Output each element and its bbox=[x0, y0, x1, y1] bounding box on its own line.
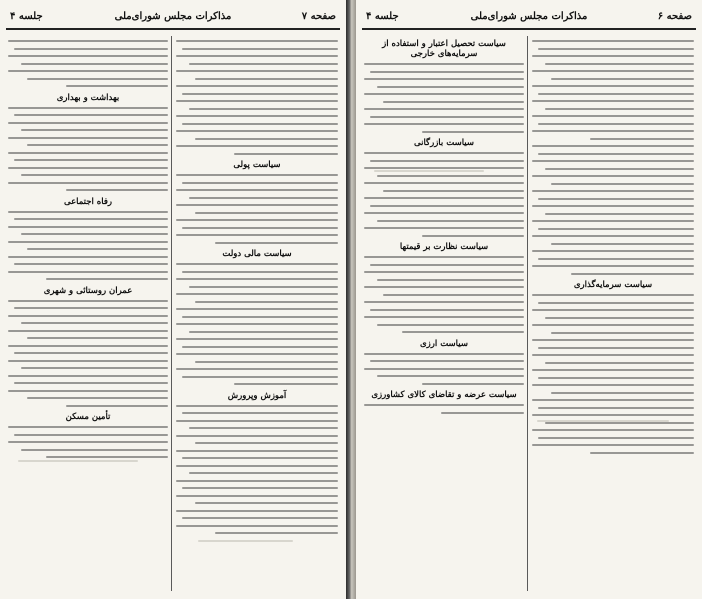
text-line bbox=[538, 228, 694, 230]
text-line bbox=[176, 234, 338, 236]
text-line bbox=[14, 159, 168, 161]
text-line bbox=[590, 452, 694, 454]
text-line bbox=[14, 263, 168, 265]
text-line bbox=[176, 420, 338, 422]
text-line bbox=[538, 407, 694, 409]
text-line bbox=[21, 367, 168, 369]
text-line bbox=[8, 256, 168, 258]
text-line bbox=[176, 450, 338, 452]
right-col-b-heading-4: سیاست ارزی bbox=[420, 338, 468, 349]
text-line bbox=[176, 100, 338, 102]
left-col-a-section-2 bbox=[176, 160, 338, 244]
text-line bbox=[532, 399, 694, 401]
text-line bbox=[176, 525, 338, 527]
text-line bbox=[14, 352, 168, 354]
text-line bbox=[182, 412, 338, 414]
left-page-left-column bbox=[8, 36, 168, 591]
text-line bbox=[176, 308, 338, 310]
text-line bbox=[176, 510, 338, 512]
text-line bbox=[27, 397, 168, 399]
text-line bbox=[370, 116, 524, 118]
text-line bbox=[532, 160, 694, 162]
text-line bbox=[176, 353, 338, 355]
text-line bbox=[8, 55, 168, 57]
text-line bbox=[532, 250, 694, 252]
text-line bbox=[195, 212, 338, 214]
text-line bbox=[383, 101, 524, 103]
text-line bbox=[551, 78, 694, 80]
right-col-b-heading-1: سیاست تحصیل اعتبار و استفاده از سرمایه‌های خارجی bbox=[382, 39, 506, 59]
underline-mark bbox=[537, 420, 669, 422]
text-line bbox=[195, 502, 338, 504]
text-line bbox=[532, 145, 694, 147]
text-line bbox=[182, 93, 338, 95]
text-line bbox=[176, 263, 338, 265]
text-line bbox=[377, 375, 524, 377]
text-line bbox=[8, 152, 168, 154]
right-col-b-section-4 bbox=[364, 339, 524, 385]
text-line bbox=[8, 211, 168, 213]
text-line bbox=[8, 441, 168, 443]
text-line bbox=[8, 167, 168, 169]
text-line bbox=[545, 108, 694, 110]
left-col-b-section-5 bbox=[8, 412, 168, 458]
text-line bbox=[545, 63, 694, 65]
text-line bbox=[571, 273, 694, 275]
text-line bbox=[532, 354, 694, 356]
text-line bbox=[538, 198, 694, 200]
text-line bbox=[364, 404, 524, 406]
text-line bbox=[176, 70, 338, 72]
text-line bbox=[422, 383, 524, 385]
text-line bbox=[545, 213, 694, 215]
left-page-title: مذاکرات مجلس شورای‌ملی bbox=[114, 11, 232, 22]
right-col-a-section-1 bbox=[532, 40, 694, 140]
text-line bbox=[176, 323, 338, 325]
text-line bbox=[176, 145, 338, 147]
left-page bbox=[0, 0, 346, 599]
text-line bbox=[21, 174, 168, 176]
text-line bbox=[176, 435, 338, 437]
text-line bbox=[364, 316, 524, 318]
text-line bbox=[21, 63, 168, 65]
left-page-session: جلسه ۴ bbox=[10, 11, 43, 22]
text-line bbox=[377, 220, 524, 222]
right-page-left-column bbox=[364, 36, 524, 591]
text-line bbox=[8, 300, 168, 302]
text-line bbox=[195, 361, 338, 363]
text-line bbox=[182, 182, 338, 184]
text-line bbox=[538, 153, 694, 155]
text-line bbox=[66, 405, 168, 407]
text-line bbox=[538, 48, 694, 50]
text-line bbox=[176, 465, 338, 467]
text-line bbox=[551, 332, 694, 334]
text-line bbox=[532, 40, 694, 42]
text-line bbox=[176, 278, 338, 280]
text-line bbox=[364, 353, 524, 355]
text-line bbox=[176, 85, 338, 87]
text-line bbox=[538, 437, 694, 439]
left-col-a-section-3 bbox=[176, 249, 338, 385]
text-line bbox=[8, 375, 168, 377]
text-line bbox=[364, 227, 524, 229]
text-line bbox=[21, 129, 168, 131]
text-line bbox=[176, 204, 338, 206]
text-line bbox=[551, 392, 694, 394]
left-col-a-section-1 bbox=[176, 40, 338, 155]
text-line bbox=[21, 449, 168, 451]
text-line bbox=[234, 383, 338, 385]
left-col-a-heading-3: سیاست مالی دولت bbox=[222, 249, 292, 259]
text-line bbox=[377, 86, 524, 88]
text-line bbox=[8, 40, 168, 42]
text-line bbox=[441, 412, 524, 414]
text-line bbox=[538, 123, 694, 125]
text-line bbox=[364, 63, 524, 65]
text-line bbox=[8, 315, 168, 317]
right-page-title: مذاکرات مجلس شورای‌ملی bbox=[470, 11, 588, 22]
text-line bbox=[176, 115, 338, 117]
text-line bbox=[8, 226, 168, 228]
text-line bbox=[538, 302, 694, 304]
text-line bbox=[176, 405, 338, 407]
text-line bbox=[364, 301, 524, 303]
text-line bbox=[215, 242, 338, 244]
left-col-b-section-2 bbox=[8, 93, 168, 192]
text-line bbox=[590, 138, 694, 140]
text-line bbox=[532, 85, 694, 87]
text-line bbox=[176, 189, 338, 191]
text-line bbox=[383, 294, 524, 296]
text-line bbox=[189, 63, 338, 65]
text-line bbox=[364, 108, 524, 110]
text-line bbox=[8, 241, 168, 243]
text-line bbox=[189, 108, 338, 110]
text-line bbox=[532, 444, 694, 446]
text-line bbox=[195, 138, 338, 140]
text-line bbox=[21, 322, 168, 324]
text-line bbox=[364, 93, 524, 95]
text-line bbox=[364, 212, 524, 214]
right-col-b-section-2 bbox=[364, 138, 524, 237]
text-line bbox=[189, 286, 338, 288]
text-line bbox=[532, 384, 694, 386]
text-line bbox=[21, 233, 168, 235]
page-gutter bbox=[346, 0, 356, 599]
text-line bbox=[370, 360, 524, 362]
text-line bbox=[8, 426, 168, 428]
right-col-b-heading-5: سیاست عرضه و تقاضای کالای کشاورزی bbox=[371, 390, 517, 400]
text-line bbox=[402, 331, 524, 333]
text-line bbox=[383, 190, 524, 192]
text-line bbox=[8, 122, 168, 124]
text-line bbox=[370, 205, 524, 207]
text-line bbox=[377, 175, 524, 177]
text-line bbox=[14, 48, 168, 50]
text-line bbox=[8, 345, 168, 347]
text-line bbox=[8, 271, 168, 273]
text-line bbox=[364, 197, 524, 199]
text-line bbox=[182, 517, 338, 519]
text-line bbox=[370, 160, 524, 162]
text-line bbox=[8, 390, 168, 392]
text-line bbox=[182, 48, 338, 50]
text-line bbox=[364, 286, 524, 288]
text-line bbox=[545, 362, 694, 364]
text-line bbox=[66, 85, 168, 87]
text-line bbox=[8, 330, 168, 332]
text-line bbox=[176, 338, 338, 340]
right-col-a-heading-3: سیاست سرمایه‌گذاری bbox=[573, 280, 653, 290]
left-col-b-heading-3: رفاه اجتماعی bbox=[63, 196, 112, 207]
text-line bbox=[422, 131, 524, 133]
text-line bbox=[370, 71, 524, 73]
left-col-a-heading-2: سیاست پولی bbox=[233, 160, 281, 170]
text-line bbox=[364, 123, 524, 125]
left-col-b-heading-2: بهداشت و بهداری bbox=[56, 92, 120, 103]
text-line bbox=[27, 144, 168, 146]
text-line bbox=[176, 174, 338, 176]
text-line bbox=[195, 78, 338, 80]
text-line bbox=[14, 114, 168, 116]
right-col-b-heading-3: سیاست نظارت بر قیمتها bbox=[399, 242, 489, 252]
left-col-b-section-4 bbox=[8, 286, 168, 407]
left-col-b-section-1 bbox=[8, 40, 168, 87]
right-page-number: صفحه ۶ bbox=[657, 11, 692, 22]
text-line bbox=[176, 293, 338, 295]
text-line bbox=[532, 175, 694, 177]
right-col-b-section-1 bbox=[364, 39, 524, 133]
left-page-right-column bbox=[176, 36, 338, 591]
text-line bbox=[195, 442, 338, 444]
text-line bbox=[8, 137, 168, 139]
text-line bbox=[532, 414, 694, 416]
text-line bbox=[182, 271, 338, 273]
text-line bbox=[189, 197, 338, 199]
text-line bbox=[532, 324, 694, 326]
text-line bbox=[8, 70, 168, 72]
text-line bbox=[422, 235, 524, 237]
text-line bbox=[364, 78, 524, 80]
right-page-column-rule bbox=[527, 36, 528, 591]
right-col-b-section-5 bbox=[364, 390, 524, 414]
text-line bbox=[532, 205, 694, 207]
text-line bbox=[538, 377, 694, 379]
text-line bbox=[46, 456, 168, 458]
right-page-session: جلسه ۴ bbox=[366, 11, 399, 22]
right-col-a-section-2 bbox=[532, 145, 694, 275]
text-line bbox=[27, 248, 168, 250]
right-page bbox=[356, 0, 702, 599]
right-col-b-section-3 bbox=[364, 242, 524, 333]
text-line bbox=[182, 346, 338, 348]
text-line bbox=[176, 219, 338, 221]
text-line bbox=[195, 301, 338, 303]
text-line bbox=[532, 309, 694, 311]
text-line bbox=[27, 78, 168, 80]
text-line bbox=[545, 317, 694, 319]
text-line bbox=[176, 40, 338, 42]
text-line bbox=[364, 256, 524, 258]
text-line bbox=[46, 278, 168, 280]
text-line bbox=[182, 316, 338, 318]
text-line bbox=[538, 347, 694, 349]
right-col-a-section-3 bbox=[532, 280, 694, 454]
text-line bbox=[215, 532, 338, 534]
text-line bbox=[370, 264, 524, 266]
underline-mark bbox=[374, 170, 484, 172]
text-line bbox=[176, 495, 338, 497]
text-line bbox=[14, 307, 168, 309]
left-col-b-heading-5: تأمین مسکن bbox=[65, 412, 111, 422]
text-line bbox=[182, 487, 338, 489]
text-line bbox=[364, 271, 524, 273]
text-line bbox=[364, 152, 524, 154]
text-line bbox=[551, 183, 694, 185]
text-line bbox=[66, 189, 168, 191]
right-col-b-heading-2: سیاست بازرگانی bbox=[414, 138, 474, 148]
left-page-number: صفحه ۷ bbox=[301, 11, 336, 22]
text-line bbox=[532, 235, 694, 237]
text-line bbox=[14, 382, 168, 384]
underline-mark bbox=[198, 540, 293, 542]
text-line bbox=[532, 339, 694, 341]
text-line bbox=[8, 182, 168, 184]
text-line bbox=[532, 220, 694, 222]
text-line bbox=[377, 324, 524, 326]
right-page-right-column bbox=[532, 36, 694, 591]
text-line bbox=[532, 55, 694, 57]
left-page-column-rule bbox=[171, 36, 172, 591]
text-line bbox=[182, 227, 338, 229]
text-line bbox=[176, 480, 338, 482]
text-line bbox=[377, 279, 524, 281]
underline-mark bbox=[18, 460, 138, 462]
text-line bbox=[14, 218, 168, 220]
text-line bbox=[176, 55, 338, 57]
text-line bbox=[176, 130, 338, 132]
text-line bbox=[364, 368, 524, 370]
text-line bbox=[189, 331, 338, 333]
text-line bbox=[551, 243, 694, 245]
text-line bbox=[182, 123, 338, 125]
text-line bbox=[532, 70, 694, 72]
text-line bbox=[532, 429, 694, 431]
left-col-a-heading-4: آموزش وپرورش bbox=[227, 390, 287, 401]
text-line bbox=[532, 294, 694, 296]
text-line bbox=[532, 265, 694, 267]
text-line bbox=[538, 258, 694, 260]
text-line bbox=[189, 427, 338, 429]
text-line bbox=[532, 100, 694, 102]
text-line bbox=[189, 472, 338, 474]
text-line bbox=[182, 376, 338, 378]
text-line bbox=[234, 153, 338, 155]
left-col-b-section-3 bbox=[8, 197, 168, 281]
text-line bbox=[14, 434, 168, 436]
text-line bbox=[532, 130, 694, 132]
left-page-header bbox=[6, 6, 340, 30]
left-col-a-section-4 bbox=[176, 391, 338, 535]
text-line bbox=[370, 309, 524, 311]
text-line bbox=[8, 107, 168, 109]
text-line bbox=[364, 167, 524, 169]
text-line bbox=[364, 182, 524, 184]
left-col-b-heading-4: عمران روستائی و شهری bbox=[43, 285, 133, 296]
text-line bbox=[532, 115, 694, 117]
text-line bbox=[176, 368, 338, 370]
right-page-header bbox=[362, 6, 696, 30]
text-line bbox=[538, 93, 694, 95]
text-line bbox=[532, 369, 694, 371]
text-line bbox=[27, 337, 168, 339]
text-line bbox=[545, 168, 694, 170]
text-line bbox=[182, 457, 338, 459]
text-line bbox=[532, 190, 694, 192]
text-line bbox=[8, 360, 168, 362]
